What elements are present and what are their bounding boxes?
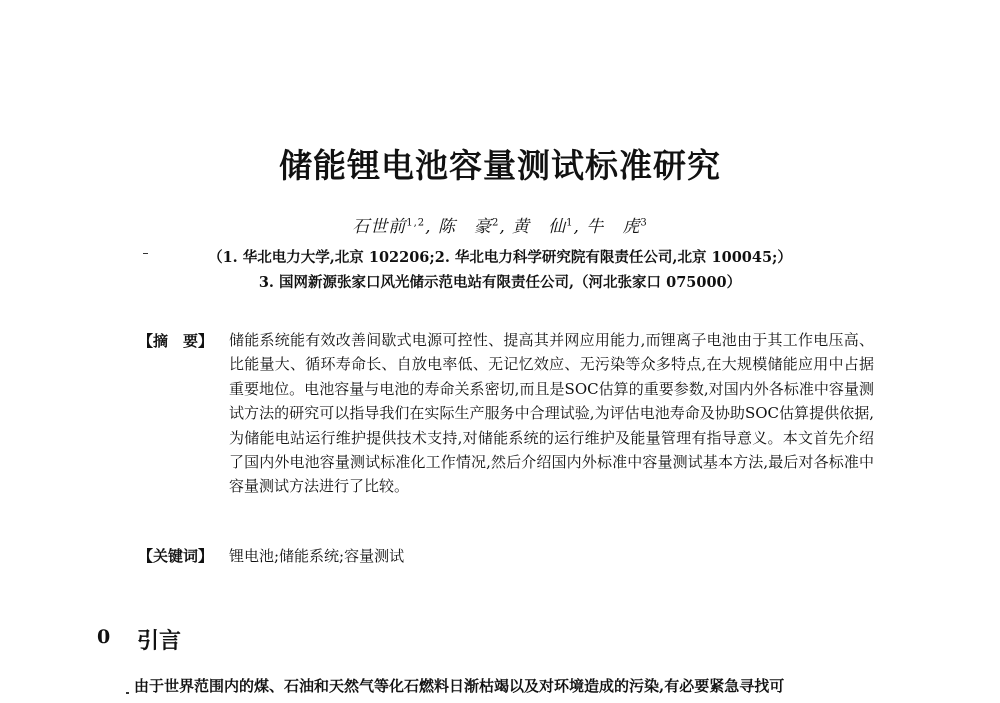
scan-speck <box>143 253 148 254</box>
section-number: 0 <box>97 626 111 648</box>
author-name: 陈 豪 <box>437 217 492 237</box>
scan-speck <box>126 692 129 694</box>
keywords-text: 锂电池;储能系统;容量测试 <box>229 547 405 565</box>
author-name: 石世前 <box>352 217 407 237</box>
author-affiliation-mark: 1,2 <box>406 217 426 229</box>
author-affiliation-mark: 3 <box>640 217 648 229</box>
abstract-label: 【摘 要】 <box>138 332 214 350</box>
author-separator: , <box>499 217 506 237</box>
paper-title: 储能锂电池容量测试标准研究 <box>279 146 721 185</box>
abstract-text: 储能系统能有效改善间歇式电源可控性、提高其并网应用能力,而锂离子电池由于其工作电压高、比能量大、循环寿命长、自放电率低、无记忆效应、无污染等众多特点,在大规模储能应用中占据重要地位。电池容量与电池的寿命关系密切,而且是SOC估算的重要参数,对国内外各标准中容量测试方法的研究可以指导我们在实际生产服务中合理试验,为评估电池寿命及协助SOC估算提供依据,为储能电站运行维护提供技术支持,对储能系统的运行维护及能量管理有指导意义。本文首先介绍了国内外电池容量测试标准化工作情况,然后介绍国内外标准中容量测试基本方法,最后对各标准中容量测试方法进行了比较。 <box>229 331 874 496</box>
section-heading: 引言 <box>137 629 182 654</box>
author-list <box>0 212 1000 237</box>
affiliation-line: （1. 华北电力大学,北京 102206;2. 华北电力科学研究院有限责任公司,北京 100045;） <box>208 249 792 266</box>
author-affiliation-mark: 1 <box>566 217 574 229</box>
keywords-label: 【关键词】 <box>138 547 214 565</box>
author-separator: , <box>425 217 432 237</box>
author-affiliation-mark: 2 <box>491 217 500 229</box>
author-separator: , <box>573 217 580 237</box>
affiliation-line: 3. 国网新源张家口风光储示范电站有限责任公司,（河北张家口 075000） <box>258 274 742 291</box>
author-name: 牛 虎 <box>586 217 641 237</box>
body-text-line: 由于世界范围内的煤、石油和天然气等化石燃料日渐枯竭以及对环境造成的污染,有必要紧急寻找可 <box>134 677 785 695</box>
author-name: 黄 仙 <box>512 217 567 237</box>
